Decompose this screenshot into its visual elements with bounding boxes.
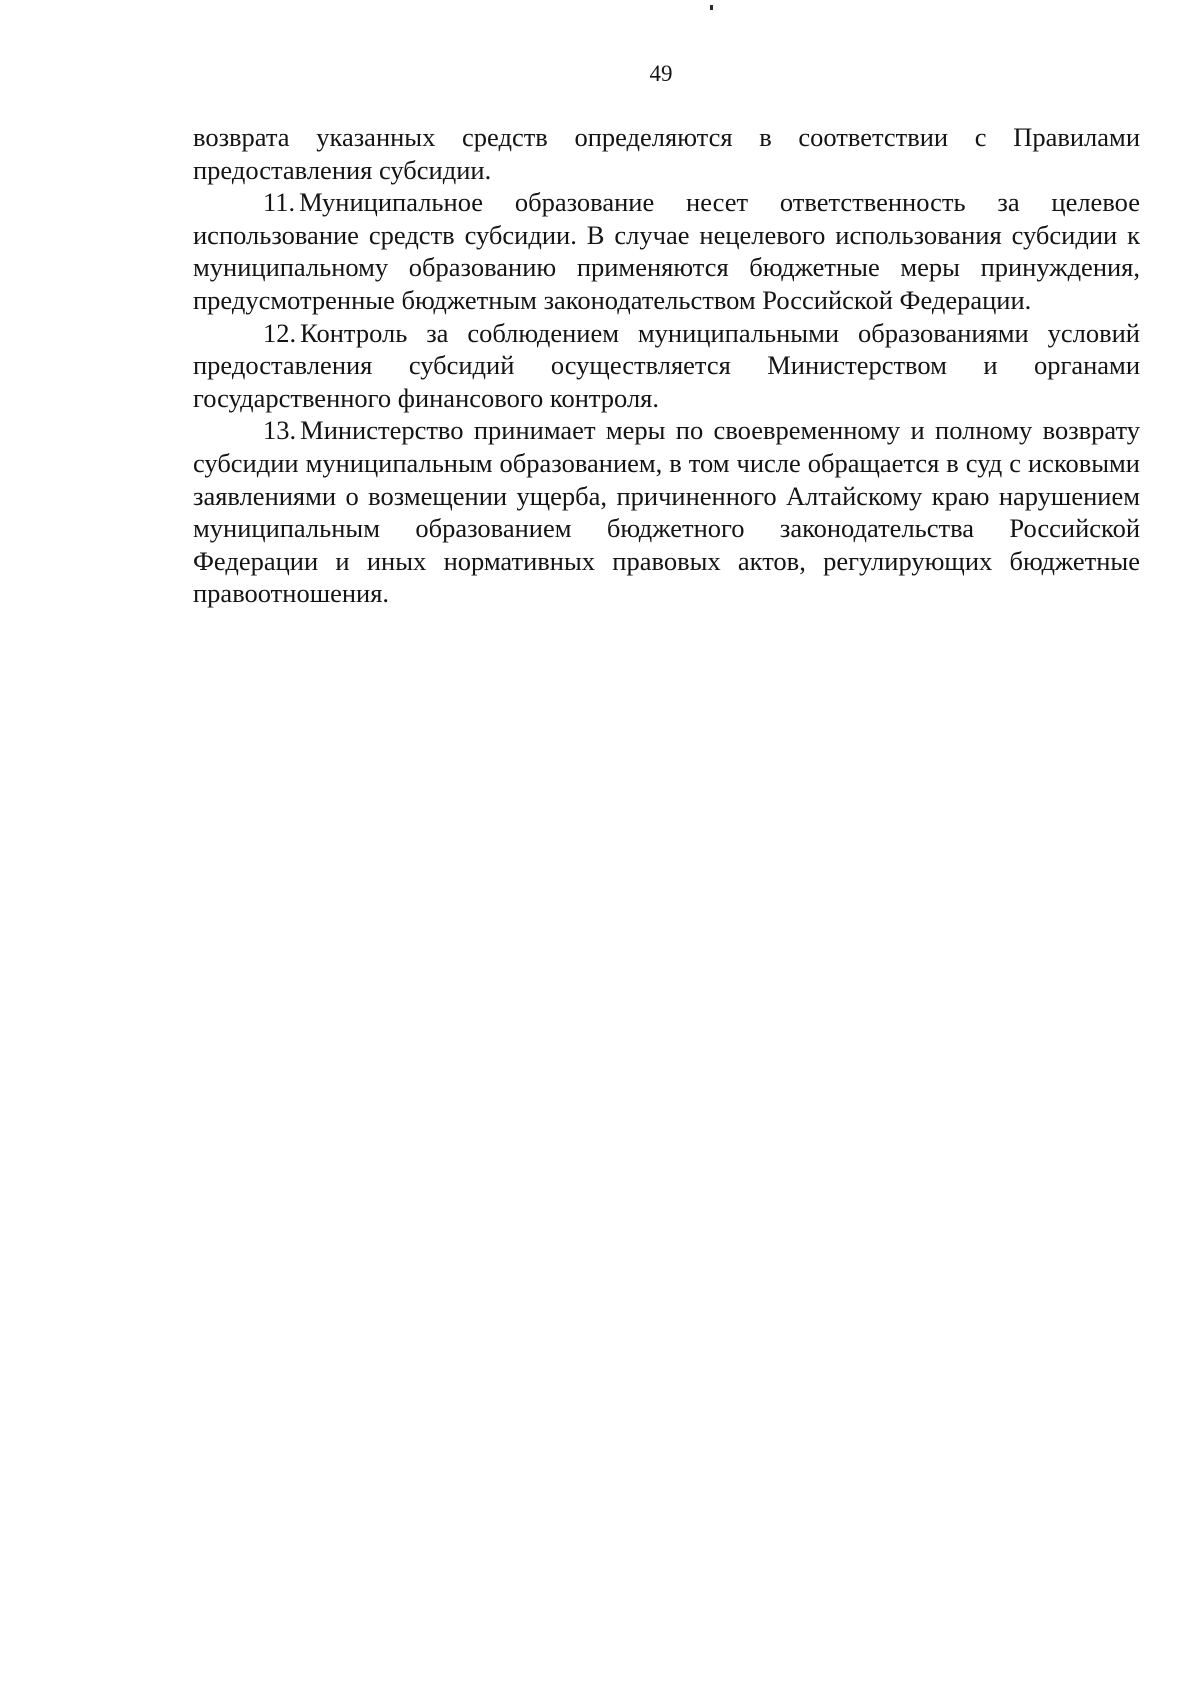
paragraph-text: Министерство принимает меры по своевременному и полному возврату субсидии муниципальным образованием, в том числе обращается в суд с исковыми заявлениями о возмещении ущерба, причиненного Алтайскому краю нарушением муниципальным образованием бюджетного законодательства Российской Федерации и иных нормативных правовых актов, регулирующих бюджетные правоотношения.: [193, 415, 1140, 609]
paragraph-13: [193, 414, 1140, 610]
paragraph-text: возврата указанных средств определяются в соответствии с Правилами предоставления субсидии.: [193, 122, 1140, 185]
paragraph-number: 12.: [263, 317, 297, 348]
paragraph-text: Муниципальное образование несет ответственность за целевое использование средств субсидии. В случае нецелевого использования субсидии к муниципальному образованию применяются бюджетные меры принуждения, предусмотренные бюджетным законодательством Российской Федерации.: [193, 187, 1140, 315]
page-number: 49: [649, 61, 673, 86]
paragraph-12: [193, 317, 1140, 415]
paragraph-number: 13.: [263, 415, 297, 446]
paragraph-continuation: [193, 121, 1140, 186]
paragraph-text: Контроль за соблюдением муниципальными образованиями условий предоставления субсидий осуществляется Министерством и органами государственного финансового контроля.: [193, 317, 1140, 413]
paragraph-11: [193, 186, 1140, 316]
scan-mark: [710, 5, 713, 10]
paragraph-number: 11.: [263, 187, 296, 218]
document-body: [193, 121, 1140, 610]
